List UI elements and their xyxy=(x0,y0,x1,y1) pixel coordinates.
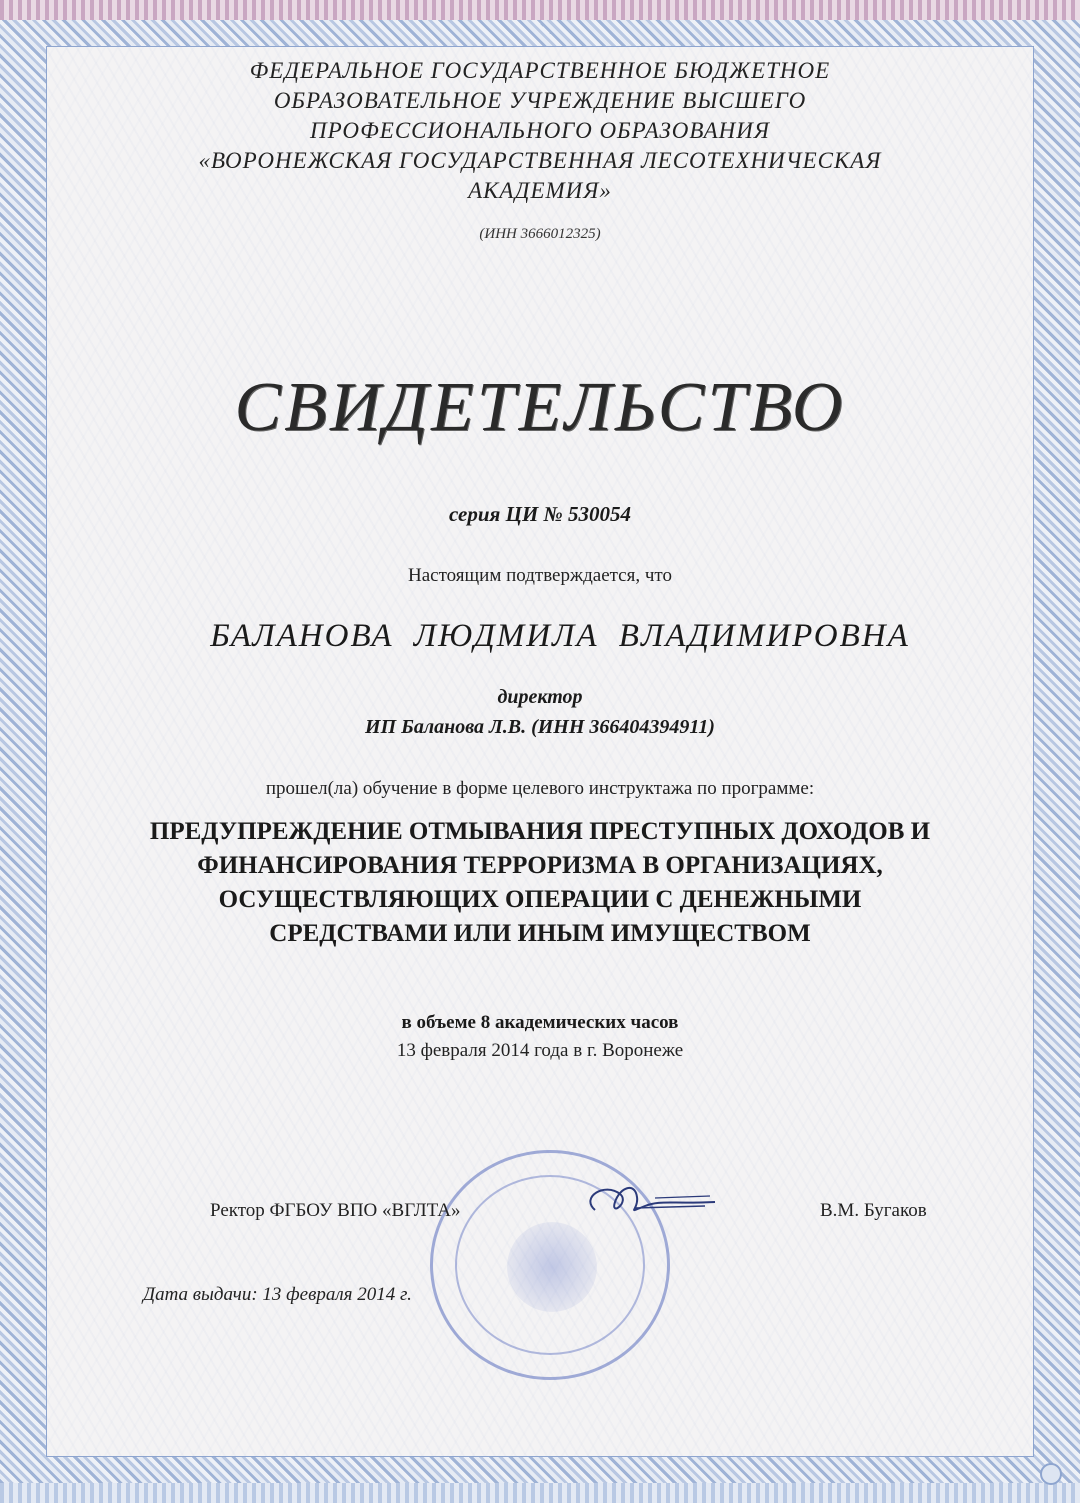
header-line-1: ФЕДЕРАЛЬНОЕ ГОСУДАРСТВЕННОЕ БЮДЖЕТНОЕ xyxy=(249,58,831,83)
issue-date: Дата выдачи: 13 февраля 2014 г. xyxy=(143,1284,412,1305)
program-line-4: СРЕДСТВАМИ ИЛИ ИНЫМ ИМУЩЕСТВОМ xyxy=(269,920,811,947)
coat-of-arms-icon xyxy=(507,1222,597,1312)
rector-label: Ректор ФГБОУ ВПО «ВГЛТА» xyxy=(210,1200,461,1221)
rector-name: В.М. Бугаков xyxy=(820,1200,927,1221)
header-line-2: ОБРАЗОВАТЕЛЬНОЕ УЧРЕЖДЕНИЕ ВЫСШЕГО xyxy=(273,88,807,113)
program-line-3: ОСУЩЕСТВЛЯЮЩИХ ОПЕРАЦИИ С ДЕНЕЖНЫМИ xyxy=(218,886,862,913)
person-name: БАЛАНОВА ЛЮДМИЛА ВЛАДИМИРОВНА xyxy=(210,618,910,654)
confirm-text: Настоящим подтверждается, что xyxy=(408,565,672,586)
training-text: прошел(ла) обучение в форме целевого инструктажа по программе: xyxy=(265,778,815,799)
rector-signature-icon xyxy=(575,1172,725,1232)
border-top-band xyxy=(0,0,1080,20)
series-number: серия ЦИ № 530054 xyxy=(449,502,631,526)
program-line-2: ФИНАНСИРОВАНИЯ ТЕРРОРИЗМА В ОРГАНИЗАЦИЯХ, xyxy=(197,852,883,879)
training-date-place: 13 февраля 2014 года в г. Воронеже xyxy=(396,1040,684,1061)
document-title: СВИДЕТЕЛЬСТВО xyxy=(234,369,846,446)
program-line-1: ПРЕДУПРЕЖДЕНИЕ ОТМЫВАНИЯ ПРЕСТУПНЫХ ДОХОДОВ И xyxy=(149,818,931,845)
training-volume: в объеме 8 академических часов xyxy=(401,1012,679,1033)
header-line-5: АКАДЕМИЯ» xyxy=(468,178,612,203)
header-line-4: «ВОРОНЕЖСКАЯ ГОСУДАРСТВЕННАЯ ЛЕСОТЕХНИЧЕСКАЯ xyxy=(198,148,882,173)
institution-inn: (ИНН 3666012325) xyxy=(479,226,601,242)
header-line-3: ПРОФЕССИОНАЛЬНОГО ОБРАЗОВАНИЯ xyxy=(310,118,770,143)
person-organization: ИП Баланова Л.В. (ИНН 366404394911) xyxy=(365,716,715,738)
border-bottom-band xyxy=(0,1483,1080,1503)
person-position: директор xyxy=(497,686,583,708)
corner-ornament-icon xyxy=(1040,1463,1062,1485)
